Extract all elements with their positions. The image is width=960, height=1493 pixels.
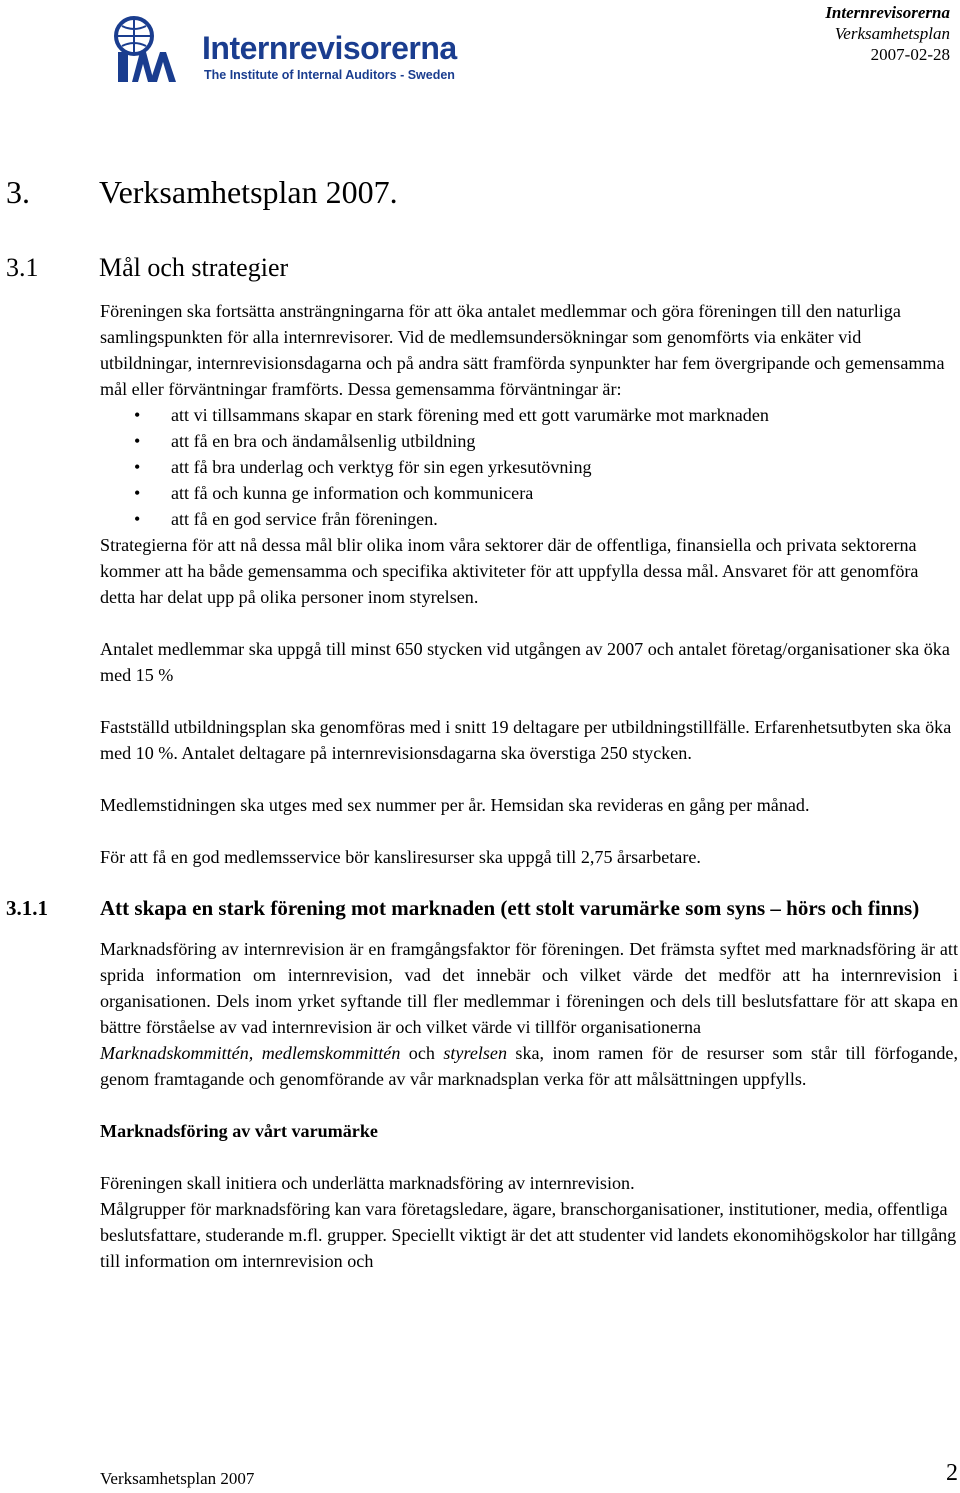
goal-item: • att få och kunna ge information och kommunicera bbox=[100, 480, 958, 506]
goal-item: • att få en god service från föreningen. bbox=[100, 506, 958, 532]
brand-paragraph-2: Målgrupper för marknadsföring kan vara företagsledare, ägare, branschorganisationer, institutioner, media, offentliga beslutsfattare, studerande m.fl. grupper. Speciellt viktigt är det att studenter vid landets ekonomihögskolor har tillgång till information om internrevision och bbox=[100, 1199, 957, 1271]
section-title: Verksamhetsplan 2007. bbox=[99, 174, 398, 210]
bullet-icon: • bbox=[134, 509, 141, 529]
committees-paragraph: Marknadskommittén, medlemskommittén och styrelsen ska, inom ramen för de resurser som står till förfogande, genom framtagande och genomförande av vår marknadsplan verka för att målsättningen uppfylls. bbox=[100, 1043, 958, 1089]
bullet-icon: • bbox=[134, 483, 141, 503]
subsection-title: Mål och strategier bbox=[99, 253, 289, 282]
brand-heading: Marknadsföring av vårt varumärke bbox=[100, 1121, 378, 1141]
header-date: 2007-02-28 bbox=[870, 45, 950, 64]
subsection-number: 3.1 bbox=[6, 253, 39, 282]
section-heading bbox=[6, 170, 398, 214]
bullet-icon: • bbox=[134, 431, 141, 451]
header-org: Internrevisorerna bbox=[825, 3, 950, 22]
subsubsection-title: Att skapa en stark förening mot marknaden (ett stolt varumärke som syns – hörs och finns) bbox=[100, 896, 920, 920]
subsubsection-number: 3.1.1 bbox=[6, 896, 48, 920]
subsubsection-heading bbox=[6, 894, 958, 922]
bullet-icon: • bbox=[134, 457, 141, 477]
page-number: 2 bbox=[946, 1460, 958, 1486]
goal-item: • att vi tillsammans skapar en stark förening med ett gott varumärke mot marknaden bbox=[100, 402, 958, 428]
marketing-paragraph: Marknadsföring av internrevision är en framgångsfaktor för föreningen. Det främsta syftet med marknadsföring är att sprida information om internrevision, vad det innebär och vilket värde det medför att ha internrevision i organisationen. Dels inom yrket syftande till fler medlemmar i föreningen och dels till beslutsfattare för att skapa en bättre förståelse av vad internrevision är och vilket värde vi tillför organisationerna bbox=[100, 939, 958, 1037]
subsection-heading bbox=[6, 250, 288, 286]
intro-paragraph: Föreningen ska fortsätta ansträngningarna för att öka antalet medlemmar och göra föreningen till den naturliga samlingspunkten för alla internrevisorer. Vid de medlemsundersökningar som genomförts via enkäter vid utbildningar, internrevisionsdagarna och på andra sätt framförda synpunkter har fem övergripande och gemensamma mål eller förväntningar framförts. Dessa gemensamma förväntningar är: bbox=[100, 301, 945, 399]
bullet-icon: • bbox=[134, 405, 141, 425]
page-header-info bbox=[825, 2, 950, 65]
goals-list bbox=[100, 402, 958, 532]
section-number: 3. bbox=[6, 174, 30, 210]
service-paragraph: För att få en god medlemsservice bör kansliresurser ska uppgå till 2,75 årsarbetare. bbox=[100, 847, 701, 867]
goal-item: • att få bra underlag och verktyg för sin egen yrkesutövning bbox=[100, 454, 958, 480]
footer-title: Verksamhetsplan 2007 bbox=[100, 1469, 255, 1488]
goal-item: • att få en bra och ändamålsenlig utbildning bbox=[100, 428, 958, 454]
logo-tagline: The Institute of Internal Auditors - Sweden bbox=[204, 68, 455, 82]
document-body bbox=[6, 298, 958, 1274]
strategy-paragraph: Strategierna för att nå dessa mål blir olika inom våra sektorer där de offentliga, finansiella och privata sektorerna kommer att ha både gemensamma och specifika aktiviteter för att uppfylla dessa mål. Ansvaret för att genomföra detta har delat upp på olika personer inom styrelsen. bbox=[100, 535, 919, 607]
header-doc: Verksamhetsplan bbox=[834, 24, 950, 43]
members-paragraph: Antalet medlemmar ska uppgå till minst 650 stycken vid utgången av 2007 och antalet företag/organisationer ska öka med 15 % bbox=[100, 639, 950, 685]
logo-name: Internrevisorerna bbox=[202, 30, 457, 66]
newsletter-paragraph: Medlemstidningen ska utges med sex nummer per år. Hemsidan ska revideras en gång per månad. bbox=[100, 795, 810, 815]
brand-paragraph-1: Föreningen skall initiera och underlätta marknadsföring av internrevision. bbox=[100, 1173, 635, 1193]
education-paragraph: Fastställd utbildningsplan ska genomföras med i snitt 19 deltagare per utbildningstillfälle. Erfarenhetsutbyten ska öka med 10 %. Antalet deltagare på internrevisionsdagarna ska överstiga 250 stycken. bbox=[100, 717, 952, 763]
iia-logo bbox=[110, 8, 455, 88]
